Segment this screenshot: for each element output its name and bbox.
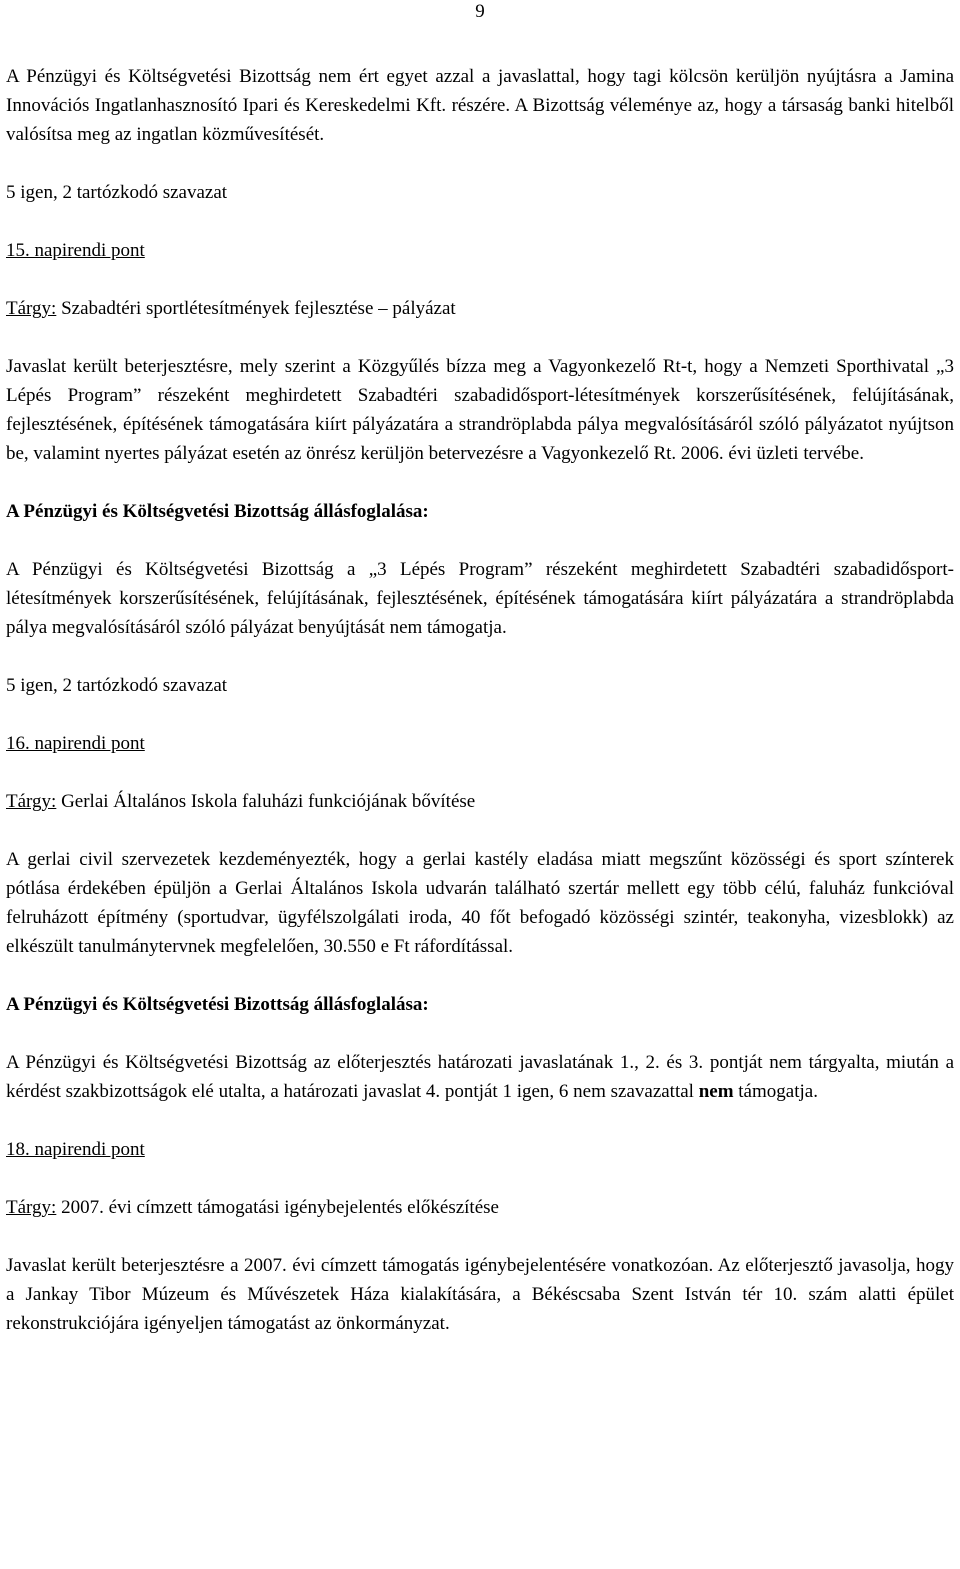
- agenda-item-15-proposal: Javaslat került beterjesztésre, mely szerint a Közgyűlés bízza meg a Vagyonkezelő Rt-t, hogy a Nemzeti Sporthivatal „3 Lépés Program” részeként meghirdetett Szabadtéri szabadidősport-létesítmények korszerűsítésének, felújításának, fejlesztésének, építésének támogatására kiírt pályázatára a strandröplabda pálya megvalósításáról szóló pályázatot nyújtson be, valamint nyertes pályázat esetén az önrész kerüljön betervezésre a Vagyonkezelő Rt. 2006. évi üzleti tervébe.: [6, 356, 954, 464]
- position-text-part: A Pénzügyi és Költségvetési Bizottság az előterjesztés határozati javaslatának 1., 2. és 3. pontját nem tárgyalta, miután a kérdést szakbizottságok elé utalta, a határozati javaslat 4. pontját 1 igen, 6 nem szavazattal: [6, 1052, 954, 1102]
- page-number: 9: [475, 1, 485, 22]
- agenda-item-15-heading: [6, 236, 954, 265]
- agenda-item-18-proposal: Javaslat került beterjesztésre a 2007. évi címzett támogatás igénybejelentésére vonatkozóan. Az előterjesztő javasolja, hogy a Jankay Tibor Múzeum és Művészetek Háza kialakítására, a Békéscsaba Szent István tér 10. szám alatti épület rekonstrukciójára igényeljen támogatást az önkormányzat.: [6, 1255, 954, 1334]
- agenda-item-16-subject: [6, 787, 954, 816]
- subject-text: Gerlai Általános Iskola faluházi funkciójának bővítése: [56, 791, 476, 812]
- agenda-item-16-position-text: [6, 1048, 954, 1106]
- paragraph-committee-opinion: A Pénzügyi és Költségvetési Bizottság nem ért egyet azzal a javaslattal, hogy tagi kölcsön kerüljön nyújtásra a Jamina Innovációs Ingatlanhasznosító Ipari és Kereskedelmi Kft. részére. A Bizottság véleménye az, hogy a társaság banki hitelből valósítsa meg az ingatlan közművesítését.: [6, 66, 954, 145]
- agenda-item-18-subject: [6, 1193, 954, 1222]
- page-content: [6, 62, 954, 1338]
- agenda-heading-text: 18. napirendi pont: [6, 1139, 145, 1160]
- position-text-part: támogatja.: [733, 1081, 818, 1102]
- subject-text: 2007. évi címzett támogatási igénybejelentés előkészítése: [56, 1197, 499, 1218]
- agenda-heading-text: 15. napirendi pont: [6, 240, 145, 261]
- agenda-item-15-subject: [6, 294, 954, 323]
- agenda-item-15-position-heading: A Pénzügyi és Költségvetési Bizottság állásfoglalása:: [6, 501, 429, 522]
- subject-label: Tárgy:: [6, 1197, 57, 1218]
- subject-text: Szabadtéri sportlétesítmények fejlesztése – pályázat: [56, 298, 456, 319]
- subject-label: Tárgy:: [6, 298, 57, 319]
- agenda-item-15-position-text: A Pénzügyi és Költségvetési Bizottság a „3 Lépés Program” részeként meghirdetett Szabadtéri szabadidősport-létesítmények korszerűsítésének, felújításának, fejlesztésének, építésének támogatására kiírt pályázatára a strandröplabda pálya megvalósításáról szóló pályázat benyújtását nem támogatja.: [6, 559, 954, 638]
- agenda-item-16-proposal: A gerlai civil szervezetek kezdeményezték, hogy a gerlai kastély eladása miatt megszűnt közösségi és sport színterek pótlása érdekében épüljön a Gerlai Általános Iskola udvarán található szertár mellett egy több célú, faluház funkcióval felruházott építmény (sportudvar, ügyfélszolgálati iroda, 40 főt befogadó közösségi szintér, teakonyha, vizesblokk) az elkészült tanulmánytervnek megfelelően, 30.550 e Ft ráfordítással.: [6, 849, 954, 957]
- subject-label: Tárgy:: [6, 791, 57, 812]
- agenda-item-18-heading: [6, 1135, 954, 1164]
- agenda-item-16-position-heading: A Pénzügyi és Költségvetési Bizottság állásfoglalása:: [6, 994, 429, 1015]
- agenda-heading-text: 16. napirendi pont: [6, 733, 145, 754]
- agenda-item-15-vote: 5 igen, 2 tartózkodó szavazat: [6, 675, 228, 696]
- vote-result: 5 igen, 2 tartózkodó szavazat: [6, 182, 228, 203]
- position-text-emphasis: nem: [698, 1081, 734, 1102]
- agenda-item-16-heading: [6, 729, 954, 758]
